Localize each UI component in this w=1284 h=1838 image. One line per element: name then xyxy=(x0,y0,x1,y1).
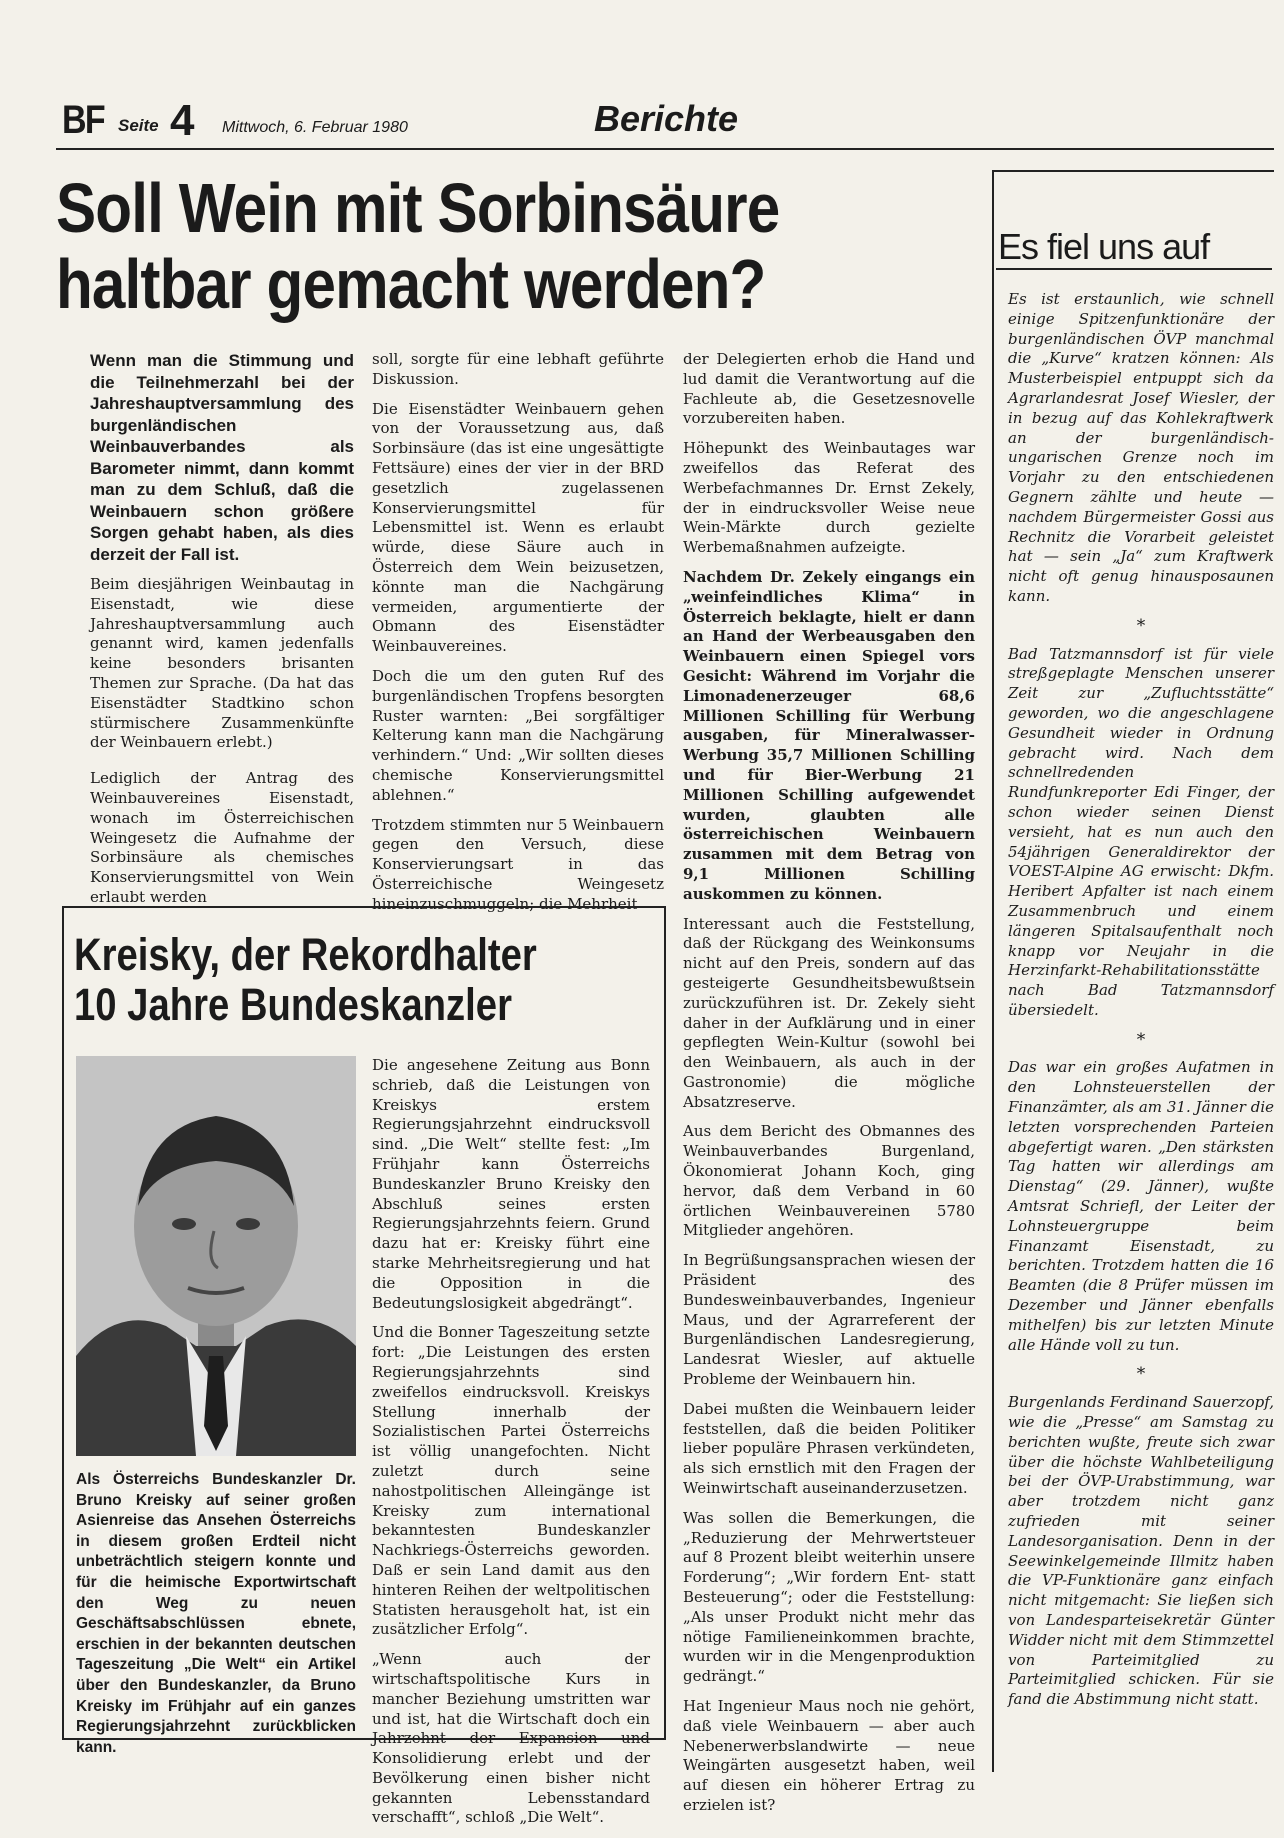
section-title: Berichte xyxy=(594,98,739,139)
sidebar-paragraph: Es ist erstaunlich, wie schnell einige Spitzenfunktionäre der burgenländischen ÖVP manchmal die „Kurve“ kratzen können: Als Musterbeispiel entpuppt sich da Agrarlandesrat Josef Wiesler, der in bezug auf das Kohlekraftwerk an der burgenländisch-ungarischen Grenze noch im Vorjahr zu den entschiedenen Gegnern zählte und heute — nachdem Bürgermeister Gossi aus Rechnitz die Vorarbeit geleistet hat — sein „Ja“ zum Kraftwerk nicht oft genug hinausposaunen kann. xyxy=(1008,290,1274,605)
sidebar-text xyxy=(1008,290,1274,1710)
kreisky-paragraph: Und die Bonner Tageszeitung setzte fort: „Die Leistungen des ersten Regierungsjahrzehnts sind zweifellos eindrucksvoll. Kreiskys Stellung innerhalb der Sozialistischen Partei Österreichs ist völlig unangefochten. Nicht zuletzt durch seine nahostpolitischen Alleingänge ist Kreisky zum international bekanntesten Bundeskanzler Nachkriegs-Österreichs geworden. Daß er sein Land damit aus den hinteren Reihen der weltpolitischen Statisten herausgeholt hat, ist ein zusätzlicher Erfolg“. xyxy=(372,1323,650,1639)
kreisky-body xyxy=(372,1056,650,1838)
issue-date: Mittwoch, 6. Februar 1980 xyxy=(222,119,408,136)
headline-line-2: haltbar gemacht werden? xyxy=(56,245,766,323)
article-paragraph: Beim diesjährigen Weinbautag in Eisenstadt, wie diese Jahreshauptversammlung auch genannt wird, kamen jedenfalls keine besonders brisanten Themen zur Sprache. (Da hat das Eisenstädter Stadtkino schon stürmischere Zusammenkünfte der Weinbauern erlebt.) xyxy=(90,575,354,752)
article-paragraph: Interessant auch die Feststellung, daß der Rückgang des Weinkonsums nicht auf den Preis, sondern auf das gesteigerte Gesundheitsbewußtsein zurückzuführen ist. Dr. Zekely sieht daher in der Aufklärung und in einer gepflegten Wein-Kultur (sowohl bei den Weinbauern, als auch in der Gastronomie) die mögliche Absatzreserve. xyxy=(683,914,975,1111)
sidebar-paragraph: Burgenlands Ferdinand Sauerzopf, wie die „Presse“ am Samstag zu berichten wußte, freute sich zwar über die höchste Wahlbeteiligung bei der ÖVP-Urabstimmung, war aber trotzdem nicht ganz zufrieden mit seiner Landesorganisation. Denn in der Seewinkelgemeinde Illmitz haben die VP-Funktionäre ganz einfach nicht mitgemacht: Sie ließen sich von Landesparteisekretär Günter Widder nicht mit dem Stimmzettel von Parteimitglied zu Parteimitglied schicken. Für sie fand die Abstimmung nicht statt. xyxy=(1008,1393,1274,1709)
article-column-2 xyxy=(372,350,664,925)
newspaper-logo: BF xyxy=(62,98,104,142)
portrait-illustration xyxy=(76,1056,356,1456)
article-column-3 xyxy=(683,350,975,1826)
article-bold-paragraph: Nachdem Dr. Zekely eingangs ein „weinfeindliches Klima“ in Österreich beklagte, hielt er dann an Hand der Werbeausgaben den Weinbauern einen Spiegel vors Gesicht: Während im Vorjahr die Limonadenerzeuger 68,6 Millionen Schilling für Werbung ausgaben, für Mineralwasser-Werbung 35,7 Millionen Schilling und für Bier-Werbung 21 Millionen Schilling aufgewendet wurden, glaubten alle österreichischen Weinbauern zusammen mit dem Betrag von 9,1 Millionen Schilling auskommen zu können. xyxy=(683,567,975,903)
article-paragraph: Dabei mußten die Weinbauern leider feststellen, daß die beiden Politiker lieber populäre Phrasen verkündeten, als sich ernstlich mit den Fragen der Weinwirtschaft auseinanderzusetzen. xyxy=(683,1399,975,1498)
asterisk-divider: * xyxy=(1136,1364,1146,1385)
page-label: Seite xyxy=(118,116,159,135)
article-paragraph: Aus dem Bericht des Obmannes des Weinbauverbandes Burgenland, Ökonomierat Johann Koch, ging hervor, daß dem Verband in 60 örtlichen Weinbauvereinen 5780 Mitglieder angehören. xyxy=(683,1122,975,1240)
article-paragraph: In Begrüßungsansprachen wiesen der Präsident des Bundesweinbauverbandes, Ingenieur Maus, und der Agrarreferent der Burgenländischen Landesregierung, Landesrat Wiesler, auf aktuelle Probleme der Weinbauern hin. xyxy=(683,1251,975,1389)
asterisk-divider: * xyxy=(1136,1029,1146,1050)
kreisky-headline-line-1: Kreisky, der Rekordhalter xyxy=(74,929,537,980)
kreisky-portrait-photo xyxy=(76,1056,356,1456)
main-headline xyxy=(56,170,796,322)
header-rule xyxy=(56,148,1274,150)
headline-line-1: Soll Wein mit Sorbinsäure xyxy=(56,169,780,247)
kreisky-headline-line-2: 10 Jahre Bundeskanzler xyxy=(74,979,512,1030)
sidebar-title: Es fiel uns auf xyxy=(998,226,1210,267)
article-paragraph: Höhepunkt des Weinbautages war zweifellos das Referat des Werbefachmannes Dr. Ernst Zekely, der in eindrucksvoller Weise neue Wein-Märkte durch gezielte Werbemaßnahmen aufzeigte. xyxy=(683,439,975,557)
article-paragraph: Die Eisenstädter Weinbauern gehen von der Voraussetzung aus, daß Sorbinsäure (das ist eine ungesättigte Fettsäure) eines der vier in der BRD gesetzlich zugelassenen Konservierungsmittel für Lebensmittel ist. Wenn es erlaubt würde, diese Säure auch in Österreich dem Wein beizusetzen, könnte man die Nachgärung vermeiden, argumentierte der Obmann des Eisenstädter Weinbauvereines. xyxy=(372,399,664,656)
sidebar-paragraph: Das war ein großes Aufatmen in den Lohnsteuerstellen der Finanzämter, als am 31. Jänner die letzten vorsprechenden Parteien abgefertigt waren. „Den stärksten Tag hatten wir allerdings am Dienstag“ (29. Jänner), wußte Amtsrat Schriefl, der Leiter der Lohnsteuergruppe beim Finanzamt Eisenstadt, zu berichten. Trotzdem hatten die 16 Beamten (die 8 Prüfer müssen im Dezember und Jänner ebenfalls mithelfen) bis zur letzten Minute alle Hände voll zu tun. xyxy=(1008,1058,1274,1354)
article-paragraph: Doch die um den guten Ruf des burgenländischen Tropfens besorgten Ruster warnten: „Bei sorgfältiger Kelterung kann man die Nachgärung verhindern.“ Und: „Wir sollten dieses chemische Konservierungsmittel ablehnen.“ xyxy=(372,666,664,804)
asterisk-divider: * xyxy=(1136,615,1146,636)
article-paragraph: Hat Ingenieur Maus noch nie gehört, daß viele Weinbauern — aber auch Nebenerwerbslandwirte — neue Weingärten ausgesetzt haben, weil auf diesen ein höherer Ertrag zu erzielen ist? xyxy=(683,1697,975,1814)
sidebar-title-rule xyxy=(996,268,1272,270)
kreisky-caption: Als Österreichs Bundeskanzler Dr. Bruno Kreisky auf seiner großen Asienreise das Ansehen Österreichs in diesem großen Erdteil nicht unbeträchtlich steigern konnte und für die heimische Exportwirtschaft den Weg zu neuen Geschäftsabschlüssen ebnete, erschien in der bekannten deutschen Tageszeitung „Die Welt“ ein Artikel über den Bundeskanzler, da Bruno Kreisky im Frühjahr auf ein ganzes Regierungsjahrzehnt zurückblicken kann. xyxy=(76,1471,356,1756)
page-number: 4 xyxy=(170,96,195,145)
article-column-1 xyxy=(90,350,354,918)
kreisky-headline xyxy=(74,930,550,1030)
article-paragraph: Trotzdem stimmten nur 5 Weinbauern gegen den Versuch, diese Konservierungsart in das Österreichische Weingesetz hineinzuschmuggeln; die Mehrheit xyxy=(372,815,664,913)
article-paragraph: Was sollen die Bemerkungen, die „Reduzierung der Mehrwertsteuer auf 8 Prozent bleibt weiterhin unsere Forderung“; „Wir fordern Ent- statt Besteuerung“; oder die Feststellung: „Als unser Produkt nicht mehr das nötige Familieneinkommen brachte, wurden wir in die Mengenproduktion gedrängt.“ xyxy=(683,1508,975,1686)
article-paragraph: soll, sorgte für eine lebhaft geführte Diskussion. xyxy=(372,350,664,388)
sidebar-paragraph: Bad Tatzmannsdorf ist für viele streßgeplagte Menschen unserer Zeit zur „Zufluchtsstätte“ geworden, wo die angeschlagene Gesundheit wieder in Ordnung gebracht wird. Nach dem schnellredenden Rundfunkreporter Edi Finger, der schon wieder seinen Dienst versieht, hat es nun auch den 54jährigen Generaldirektor der VOEST-Alpine AG erwischt: Dkfm. Heribert Apfalter ist nach einem Zusammenbruch und einem längeren Spitalsaufenthalt noch knapp vor Neujahr in die Herzinfarkt-Rehabilitationsstätte nach Bad Tatzmannsdorf übersiedelt. xyxy=(1008,644,1274,1019)
kreisky-paragraph: „Wenn auch der wirtschaftspolitische Kurs in mancher Beziehung umstritten war und ist, hat die Wirtschaft doch ein Jahrzehnt der Expansion und Konsolidierung erlebt und der Bevölkerung einen bisher nicht gekannten Lebensstandard verschafft“, schloß „Die Welt“. xyxy=(372,1650,650,1827)
article-paragraph: Lediglich der Antrag des Weinbauvereines Eisenstadt, wonach im Österreichischen Weingesetz die Aufnahme der Sorbinsäure als chemisches Konservierungsmittel von Wein erlaubt werden xyxy=(90,769,354,906)
article-paragraph: der Delegierten erhob die Hand und lud damit die Verantwortung auf die Fachleute ab, die Gesetzesnovelle vorzubereiten haben. xyxy=(683,350,975,428)
kreisky-paragraph: Die angesehene Zeitung aus Bonn schrieb, daß die Leistungen von Kreiskys erstem Regierungsjahrzehnt eindrucksvoll sind. „Die Welt“ stellte fest: „Im Frühjahr kann Österreichs Bundeskanzler Bruno Kreisky den Abschluß seines ersten Regierungsjahrzehnts feiern. Grund dazu hat er: Kreisky führt eine starke Mehrheitsregierung und hat die Opposition in die Bedeutungslosigkeit abgedrängt“. xyxy=(372,1056,650,1312)
article-lead: Wenn man die Stimmung und die Teilnehmerzahl bei der Jahreshauptversammlung des burgenländischen Weinbauverbandes als Barometer nimmt, dann kommt man zu dem Schluß, daß die Weinbauern schon größere Sorgen gehabt haben, als dies derzeit der Fall ist. xyxy=(90,351,354,564)
